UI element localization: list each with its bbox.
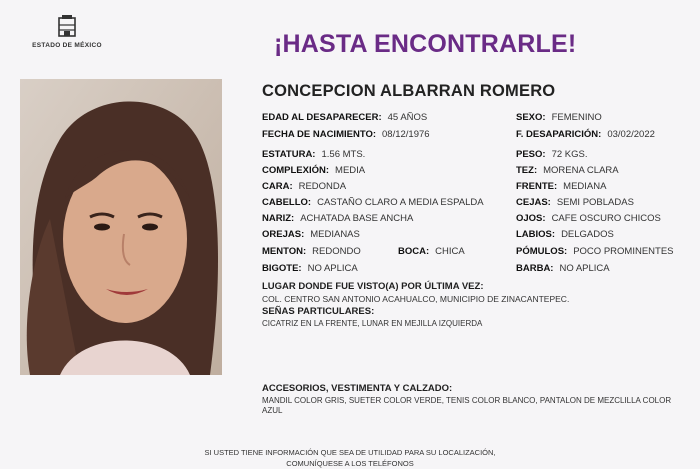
field-complexion: TEZ: MORENA CLARA: [516, 165, 619, 176]
marks-value: CICATRIZ EN LA FRENTE, LUNAR EN MEJILLA IZQUIERDA: [262, 319, 483, 328]
field-mouth: BOCA: CHICA: [398, 246, 465, 257]
field-hair: CABELLO: CASTAÑO CLARO A MEDIA ESPALDA: [262, 197, 484, 208]
field-eyes: OJOS: CAFE OSCURO CHICOS: [516, 213, 661, 224]
state-logo: [22, 14, 112, 49]
person-name: CONCEPCION ALBARRAN ROMERO: [262, 82, 556, 100]
field-chin: MENTON: REDONDO: [262, 246, 361, 257]
field-disappearance-date: F. DESAPARICIÓN: 03/02/2022: [516, 129, 655, 140]
field-ears: OREJAS: MEDIANAS: [262, 229, 360, 240]
clothing-value: MANDIL COLOR GRIS, SUETER COLOR VERDE, TENIS COLOR BLANCO, PANTALON DE MEZCLILLA COLOR AZUL: [262, 396, 672, 415]
last-seen-value: COL. CENTRO SAN ANTONIO ACAHUALCO, MUNICIPIO DE ZINACANTEPEC.: [262, 294, 570, 304]
last-seen-label: LUGAR DONDE FUE VISTO(A) POR ÚLTIMA VEZ:: [262, 281, 484, 292]
logo-text: ESTADO DE MÉXICO: [32, 42, 102, 49]
field-age: EDAD AL DESAPARECER: 45 AÑOS: [262, 112, 428, 123]
field-eyebrows: CEJAS: SEMI POBLADAS: [516, 197, 634, 208]
footer-line-2: COMUNÍQUESE A LOS TELÉFONOS: [286, 459, 414, 468]
person-photo: [20, 79, 222, 375]
field-height: ESTATURA: 1.56 MTS.: [262, 149, 366, 160]
field-face: CARA: REDONDA: [262, 181, 347, 192]
field-mustache: BIGOTE: NO APLICA: [262, 263, 358, 274]
field-weight: PESO: 72 KGS.: [516, 149, 588, 160]
field-sex: SEXO: FEMENINO: [516, 112, 602, 123]
marks-label: SEÑAS PARTICULARES:: [262, 306, 375, 317]
field-build: COMPLEXIÓN: MEDIA: [262, 165, 366, 176]
field-lips: LABIOS: DELGADOS: [516, 229, 614, 240]
clothing-label: ACCESORIOS, VESTIMENTA Y CALZADO:: [262, 383, 453, 394]
footer-line-1: SI USTED TIENE INFORMACIÓN QUE SEA DE UTILIDAD PARA SU LOCALIZACIÓN,: [204, 448, 496, 457]
field-beard: BARBA: NO APLICA: [516, 263, 610, 274]
field-birth-date: FECHA DE NACIMIENTO: 08/12/1976: [262, 129, 430, 140]
field-forehead: FRENTE: MEDIANA: [516, 181, 607, 192]
headline: ¡HASTA ENCONTRARLE!: [274, 30, 577, 58]
field-cheekbones: PÓMULOS: POCO PROMINENTES: [516, 246, 674, 257]
field-nose: NARIZ: ACHATADA BASE ANCHA: [262, 213, 414, 224]
coat-of-arms-icon: [56, 14, 78, 40]
